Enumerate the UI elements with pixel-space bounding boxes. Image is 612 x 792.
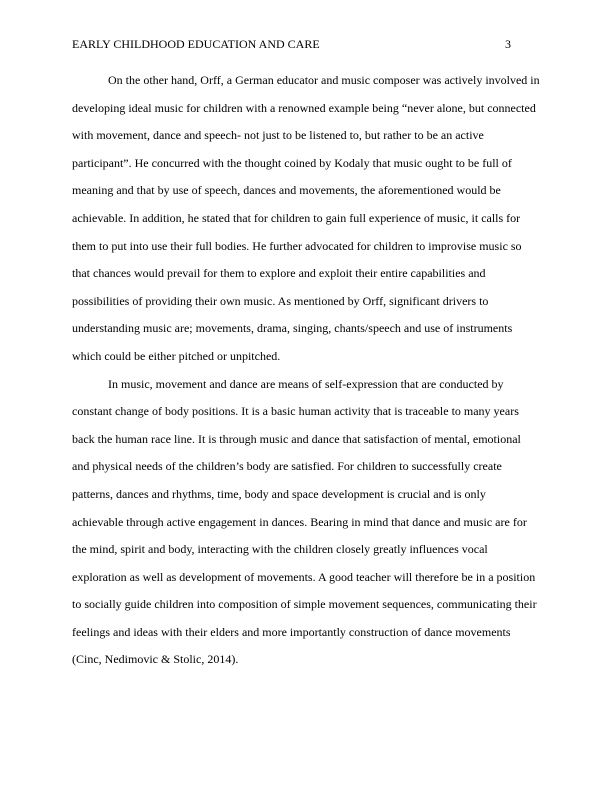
paragraph-line: back the human race line. It is through music and dance that satisfaction of mental, emotional xyxy=(72,431,521,446)
paragraph-line: constant change of body positions. It is a basic human activity that is traceable to many years xyxy=(72,404,519,419)
paragraph-line: understanding music are; movements, drama, singing, chants/speech and use of instruments xyxy=(72,321,513,336)
paragraph-line: them to put into use their full bodies. He further advocated for children to improvise music so xyxy=(72,238,522,253)
paragraph-line: possibilities of providing their own music. As mentioned by Orff, significant drivers to xyxy=(72,293,489,308)
paragraph-line: patterns, dances and rhythms, time, body and space development is crucial and is only xyxy=(72,486,486,501)
paragraph-line: with movement, dance and speech- not just to be listened to, but rather to be an active xyxy=(72,128,484,143)
paragraph-line: which could be either pitched or unpitched. xyxy=(72,348,281,363)
body-text xyxy=(72,67,542,674)
paragraph-line: On the other hand, Orff, a German educator and music composer was actively involved in xyxy=(108,73,540,87)
paragraph-line: that chances would prevail for them to explore and exploit their entire capabilities and xyxy=(72,266,486,281)
running-head: EARLY CHILDHOOD EDUCATION AND CARE xyxy=(72,37,320,51)
paragraph-line: feelings and ideas with their elders and more importantly construction of dance movements xyxy=(72,624,511,639)
page-number: 3 xyxy=(505,37,511,51)
paragraph-line: exploration as well as development of movements. A good teacher will therefore be in a position xyxy=(72,569,536,584)
paragraph-movement-dance xyxy=(72,371,542,675)
paragraph-line: participant”. He concurred with the thought coined by Kodaly that music ought to be full of xyxy=(72,155,512,170)
paragraph-orff xyxy=(72,67,542,371)
paragraph-line: (Cinc, Nedimovic & Stolic, 2014). xyxy=(72,652,239,667)
paragraph-line: meaning and that by use of speech, dances and movements, the aforementioned would be xyxy=(72,183,501,198)
paragraph-line: developing ideal music for children with a renowned example being “never alone, but connected xyxy=(72,100,536,115)
paragraph-line: to socially guide children into composition of simple movement sequences, communicating their xyxy=(72,597,537,612)
paragraph-line: and physical needs of the children’s body are satisfied. For children to successfully create xyxy=(72,459,502,474)
paragraph-line: the mind, spirit and body, interacting with the children closely greatly influences vocal xyxy=(72,542,488,557)
paragraph-line: achievable. In addition, he stated that for children to gain full experience of music, it calls for xyxy=(72,210,521,225)
paragraph-line: In music, movement and dance are means of self-expression that are conducted by xyxy=(108,376,504,391)
paragraph-line: achievable through active engagement in dances. Bearing in mind that dance and music are for xyxy=(72,514,527,529)
